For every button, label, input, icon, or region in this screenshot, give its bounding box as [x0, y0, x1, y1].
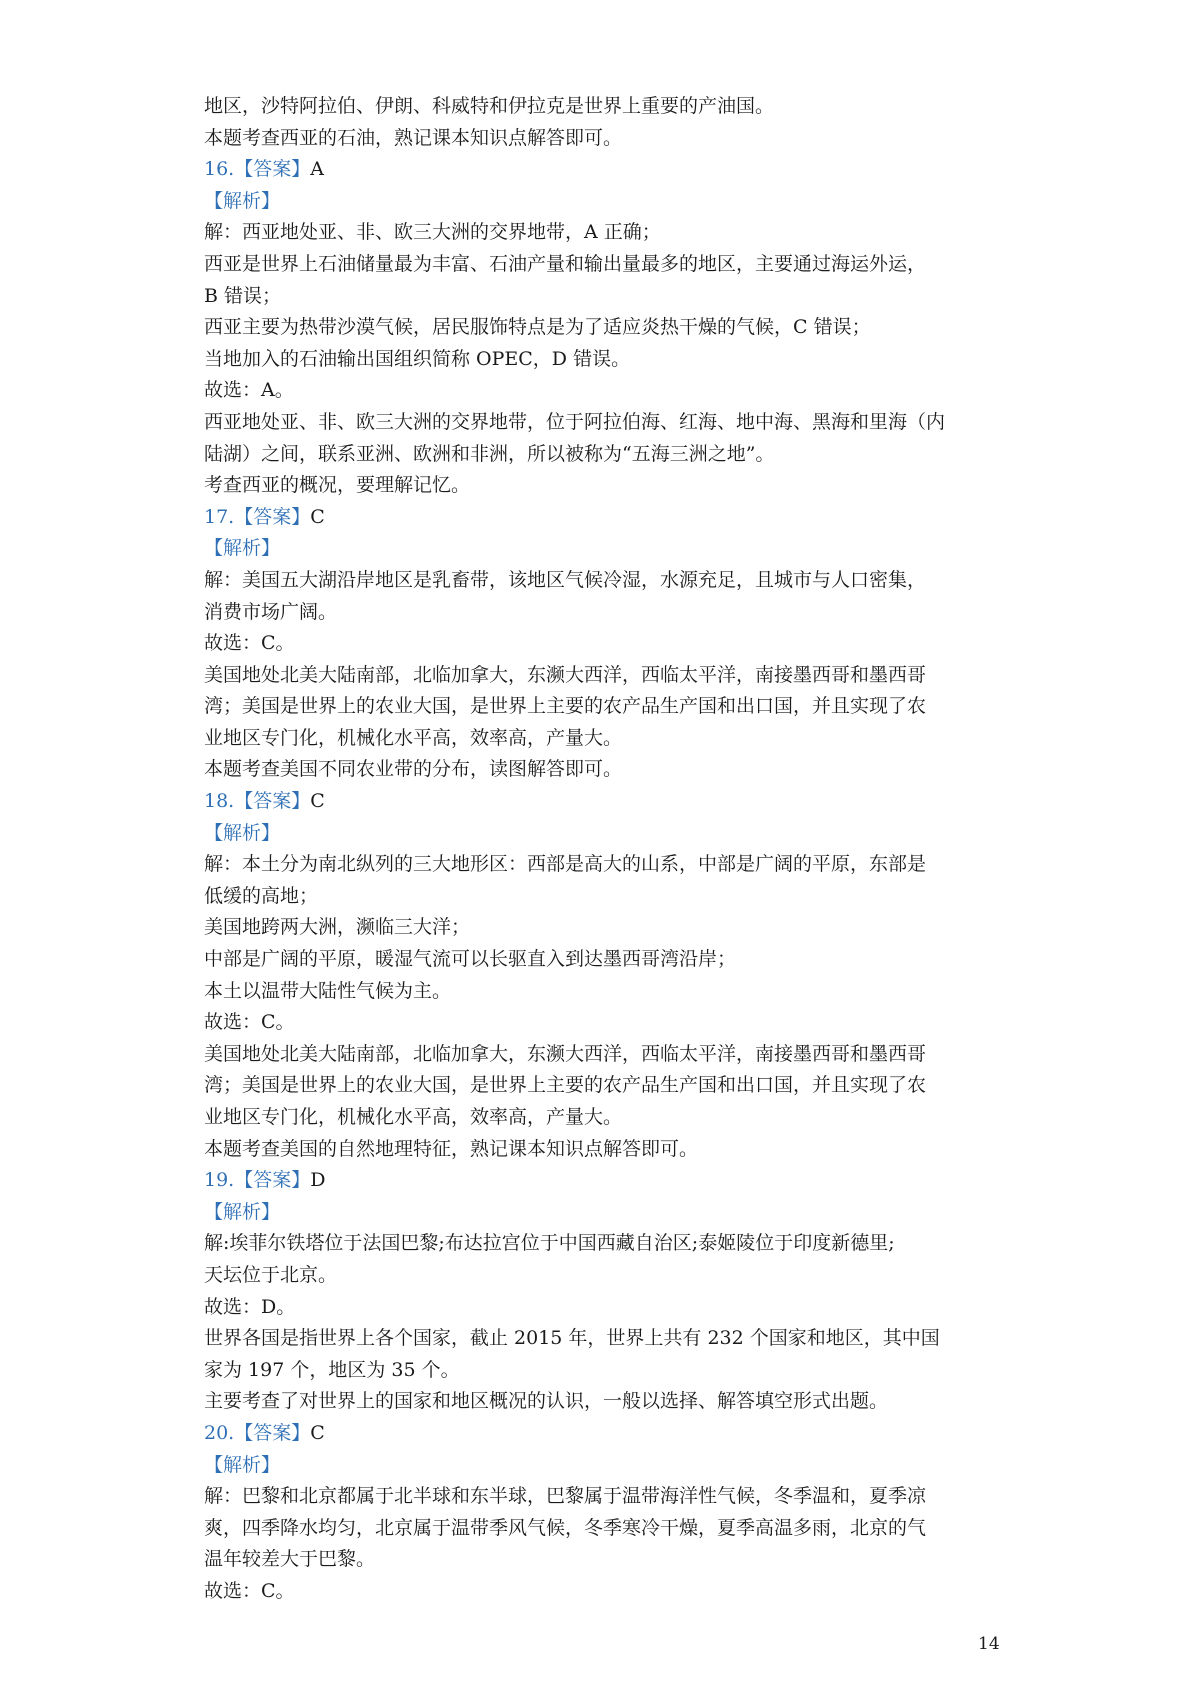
text-line: 世界各国是指世界上各个国家，截止 2015 年，世界上共有 232 个国家和地区，其中国 — [204, 1327, 940, 1350]
analysis-heading — [204, 818, 1004, 850]
answer-heading — [204, 1165, 1004, 1197]
text-line: 本土以温带大陆性气候为主。 — [204, 979, 452, 1002]
answer-value: C — [310, 505, 325, 528]
text-line: 当地加入的石油输出国组织简称 OPEC，D 错误。 — [204, 347, 631, 370]
text-line: 美国地跨两大洲，濒临三大洋； — [204, 916, 471, 939]
text-line: B 错误； — [204, 284, 282, 307]
analysis-tag: 【解析】 — [204, 537, 281, 560]
text-line: 故选：D。 — [204, 1295, 296, 1318]
text-line: 业地区专门化，机械化水平高，效率高，产量大。 — [204, 1106, 623, 1128]
analysis-heading — [204, 533, 1004, 565]
analysis-heading — [204, 186, 1004, 218]
analysis-tag: 【解析】 — [204, 821, 281, 844]
analysis-tag: 【解析】 — [204, 1453, 281, 1476]
text-line: 解：西亚地处亚、非、欧三大洲的交界地带，A 正确； — [204, 221, 661, 244]
text-line: 解:埃菲尔铁塔位于法国巴黎;布达拉宫位于中国西藏自治区;泰姬陵位于印度新德里; — [204, 1232, 895, 1255]
answer-tag: 【答案】 — [234, 790, 311, 813]
text-line: 美国地处北美大陆南部，北临加拿大，东濒大西洋，西临太平洋，南接墨西哥和墨西哥 — [204, 663, 927, 686]
answer-value: C — [310, 1421, 325, 1444]
text-line: 解：美国五大湖沿岸地区是乳畜带，该地区气候冷湿，水源充足，且城市与人口密集， — [204, 568, 927, 591]
text-line: 天坛位于北京。 — [204, 1263, 338, 1286]
text-line: 主要考查了对世界上的国家和地区概况的认识，一般以选择、解答填空形式出题。 — [204, 1390, 889, 1413]
answer-tag: 【答案】 — [234, 1421, 311, 1444]
text-line: 美国地处北美大陆南部，北临加拿大，东濒大西洋，西临太平洋，南接墨西哥和墨西哥 — [204, 1042, 927, 1065]
text-line: 故选：C。 — [204, 1011, 295, 1034]
text-line: 故选：A。 — [204, 379, 294, 402]
text-line: 本题考查美国不同农业带的分布，读图解答即可。 — [204, 758, 623, 781]
text-line: 爽，四季降水均匀，北京属于温带季风气候，冬季寒冷干燥，夏季高温多雨，北京的气 — [204, 1516, 927, 1539]
text-line: 业地区专门化，机械化水平高，效率高，产量大。 — [204, 726, 623, 749]
text-line: 考查西亚的概况，要理解记忆。 — [204, 474, 471, 497]
analysis-tag: 【解析】 — [204, 1200, 281, 1223]
answer-value: A — [310, 158, 324, 181]
question-number: 18. — [204, 790, 235, 813]
text-line: 西亚主要为热带沙漠气候，居民服饰特点是为了适应炎热干燥的气候，C 错误； — [204, 316, 871, 339]
text-line: 解：本土分为南北纵列的三大地形区：西部是高大的山系，中部是广阔的平原，东部是 — [204, 853, 927, 876]
text-line: 消费市场广阔。 — [204, 600, 338, 623]
question-number: 20. — [204, 1421, 235, 1444]
question-number: 19. — [204, 1169, 235, 1192]
text-line: 湾；美国是世界上的农业大国，是世界上主要的农产品生产国和出口国，并且实现了农 — [204, 695, 927, 718]
answer-heading — [204, 1418, 1004, 1450]
answer-tag: 【答案】 — [234, 1169, 311, 1192]
text-line: 家为 197 个，地区为 35 个。 — [204, 1358, 460, 1381]
text-line: 解：巴黎和北京都属于北半球和东半球，巴黎属于温带海洋性气候，冬季温和，夏季凉 — [204, 1485, 927, 1508]
text-line: 湾；美国是世界上的农业大国，是世界上主要的农产品生产国和出口国，并且实现了农 — [204, 1074, 927, 1097]
analysis-heading — [204, 1450, 1004, 1482]
text-line: 中部是广阔的平原，暖湿气流可以长驱直入到达墨西哥湾沿岸； — [204, 948, 737, 971]
answer-value: C — [310, 790, 325, 813]
text-line: 地区，沙特阿拉伯、伊朗、科威特和伊拉克是世界上重要的产油国。 — [204, 95, 775, 117]
question-number: 16. — [204, 158, 235, 181]
text-line: 故选：C。 — [204, 1579, 295, 1602]
answer-heading — [204, 502, 1004, 534]
page-content — [204, 91, 1004, 1608]
text-line: 本题考查美国的自然地理特征，熟记课本知识点解答即可。 — [204, 1137, 699, 1160]
text-line: 温年较差大于巴黎。 — [204, 1548, 376, 1571]
answer-tag: 【答案】 — [234, 158, 311, 181]
text-line: 西亚地处亚、非、欧三大洲的交界地带，位于阿拉伯海、红海、地中海、黑海和里海（内 — [204, 410, 946, 433]
page-number: 14 — [978, 1634, 1000, 1654]
text-line: 故选：C。 — [204, 632, 295, 655]
analysis-tag: 【解析】 — [204, 189, 281, 212]
question-number: 17. — [204, 505, 235, 528]
analysis-heading — [204, 1197, 1004, 1229]
answer-tag: 【答案】 — [234, 505, 311, 528]
text-line: 西亚是世界上石油储量最为丰富、石油产量和输出量最多的地区，主要通过海运外运， — [204, 252, 927, 275]
text-line: 本题考查西亚的石油，熟记课本知识点解答即可。 — [204, 126, 623, 149]
answer-value: D — [310, 1169, 326, 1192]
answer-heading — [204, 154, 1004, 186]
text-line: 低缓的高地； — [204, 884, 319, 907]
text-line: 陆湖）之间，联系亚洲、欧洲和非洲，所以被称为“五海三洲之地”。 — [204, 442, 775, 465]
answer-heading — [204, 786, 1004, 818]
